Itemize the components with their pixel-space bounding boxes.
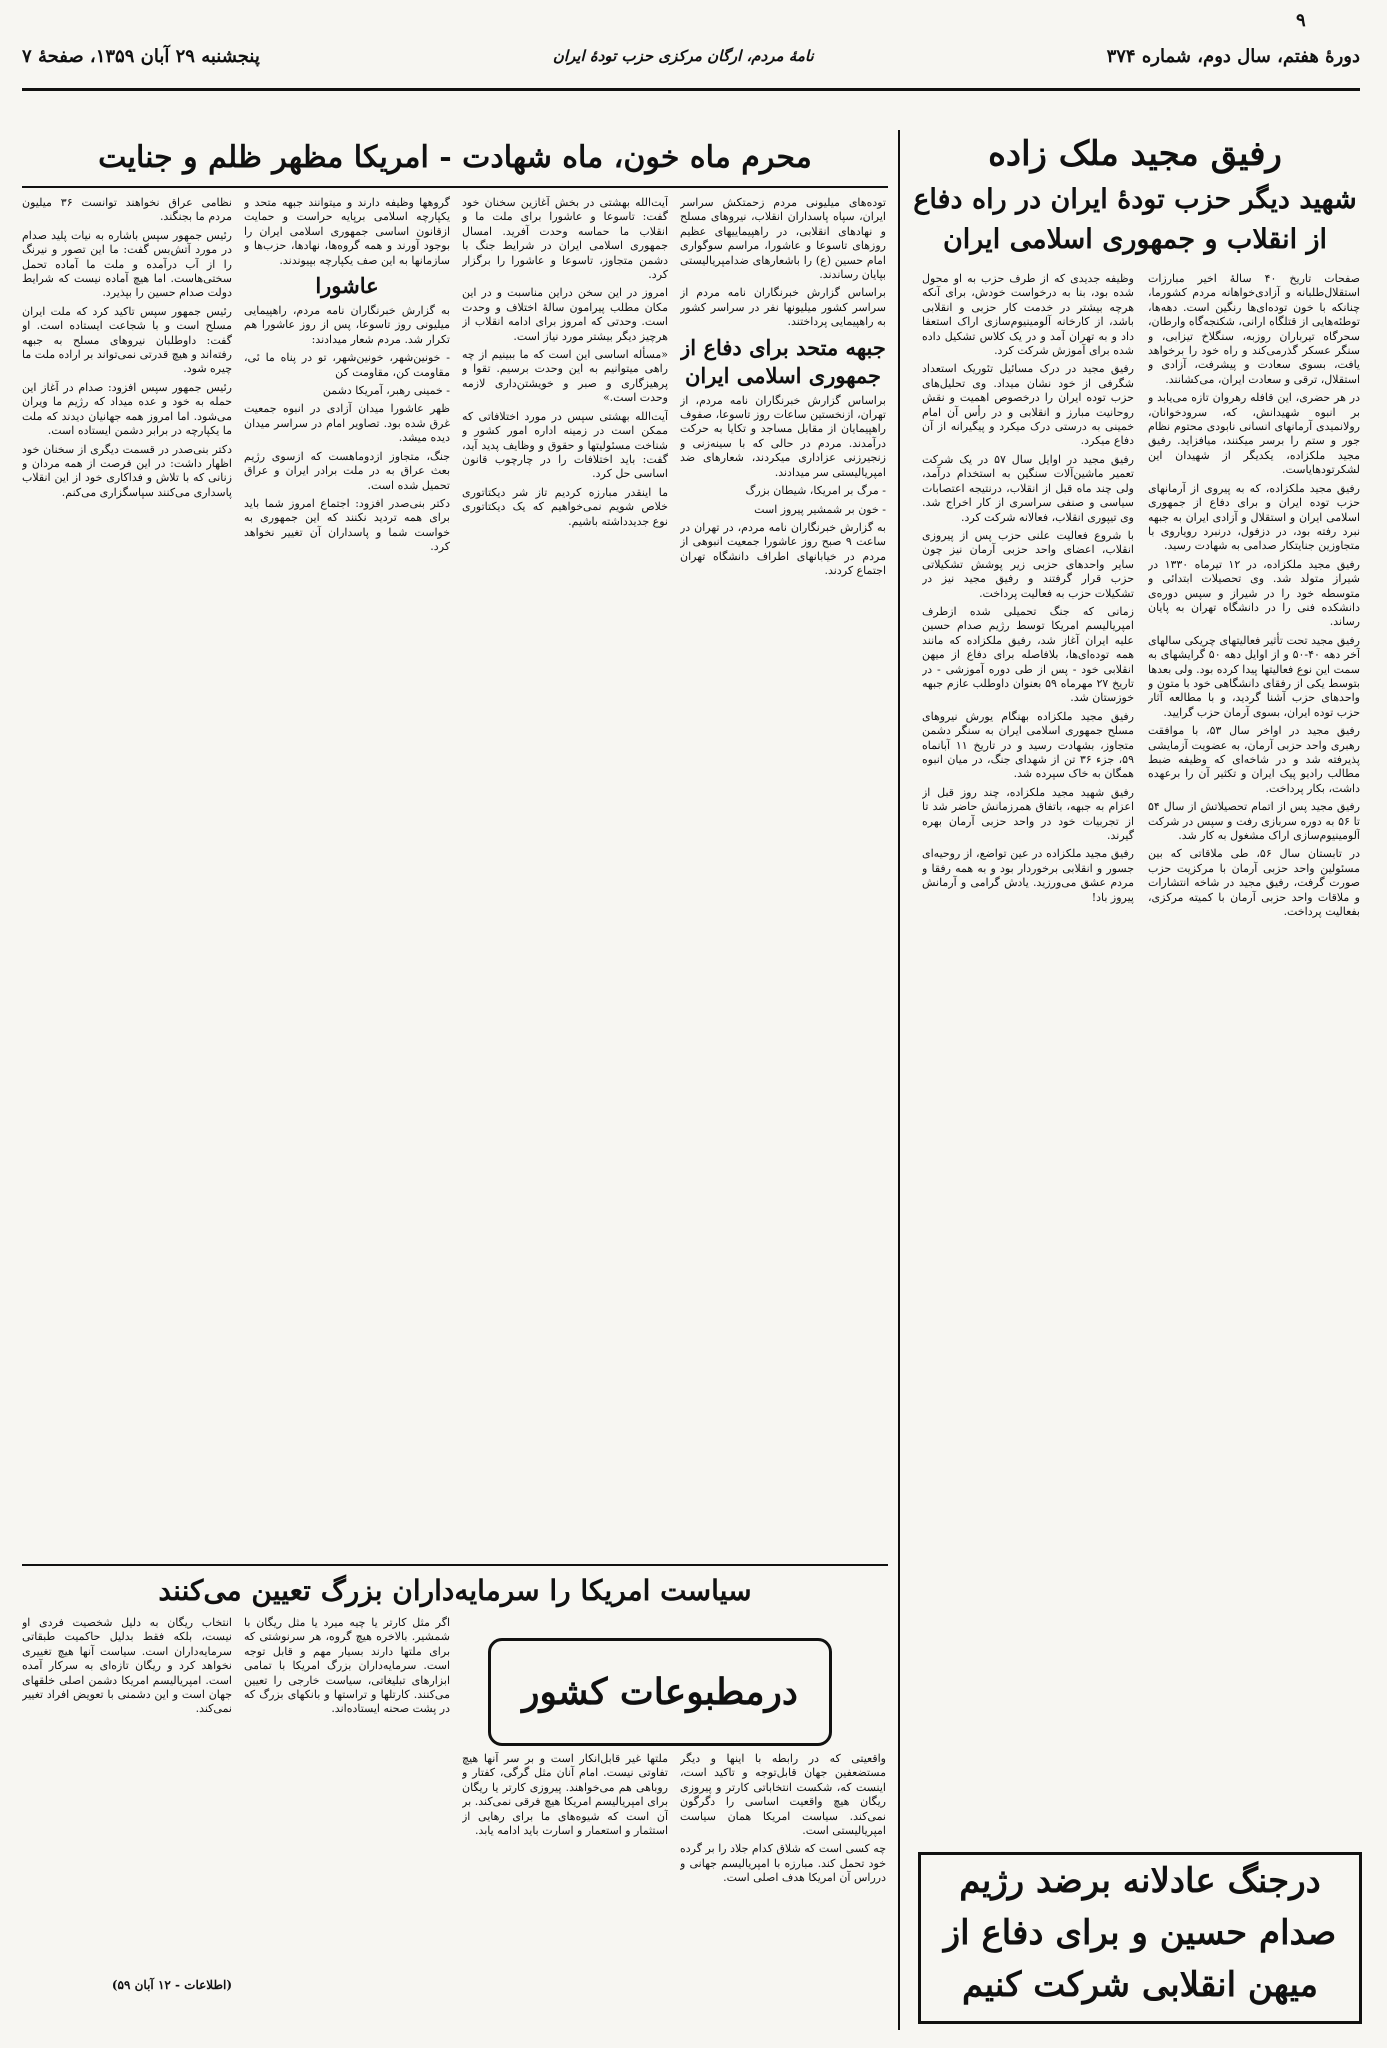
top-headline: محرم ماه خون، ماه شهادت - امریکا مظهر ظلم و جنایت (98, 140, 812, 175)
press-box: درمطبوعات کشور (488, 1638, 832, 1746)
paragraph: به گزارش خبرنگاران نامه مردم، در تهران در ساعت ۹ صبح روز عاشورا جمعیت انبوهی از مردم در خیابانهای اطراف دانشگاه تهران اجتماع کردند. (680, 520, 886, 578)
paragraph: واقعیتی که در رابطه با اینها و دیگر مستضعفین جهان قابل‌توجه و تاکید است، اینست که، شکست انتخاباتی کارتر و پیروزی ریگان هیچ واقعیت اساسی را دگرگون نمی‌کند. سیاست امریکا همان سیاست امپریالیستی است. (680, 1752, 886, 1838)
paragraph: آیت‌الله بهشتی سپس در مورد اختلافاتی که ممکن است در زمینه اداره امور کشور و شناخت مسئولیتها و حقوق و وظایف پدید آید، گفت: باید اختلافات را در چارچوب قانون اساسی حل کرد. (462, 409, 668, 481)
paragraph: در تابستان سال ۵۶، طی ملاقاتی که بین مسئولین واحد حزبی آرمان با مرکزیت حزب صورت گرفت، رفیق مجید در شاخه انتشارات و ملاقات واحد حزبی آرمان با کمیته مرکزی، بفعالیت پرداخت. (1148, 847, 1360, 919)
top-article-col-b (462, 196, 668, 1576)
paragraph: توده‌های میلیونی مردم زحمتکش سراسر ایران، سپاه پاسداران انقلاب، نیروهای مسلح و نهادهای انقلابی، در راهپیماییهای عظیم روزهای تاسوعا و عاشورا، مراسم سوگواری امام حسین (ع) را باشعارهای ضدامپریالیستی بپایان رساندند. (680, 196, 886, 282)
paragraph: امروز در این سخن دراین مناسبت و در این مکان مطلب پیرامون سالهٔ اختلاف و وحدت است. وحدتی که امروز برای ادامه انقلاب از هرچیز دیگر بیشتر مورد نیاز است. (462, 286, 668, 343)
masthead-rule (22, 88, 1360, 91)
paragraph: - خمینی رهبر، آمریکا دشمن (322, 384, 450, 398)
slogan-box (918, 1852, 1362, 2024)
bottom-col-3 (244, 1616, 450, 2002)
paragraph: رئیس جمهور سپس باشاره به نیات پلید صدام در مورد آتش‌بس گفت: ما این تصور و نیرنگ را از آب درآمده و ملت ما آماده تحمل سختی‌هاست. اما هیچ آماده نیست که شرایط دولت صدام حسین را بپذیرد. (22, 228, 232, 300)
paragraph: دکتر بنی‌صدر افزود: اجتماع امروز شما باید برای همه تردید نکنند که این جمهوری به خواست شما و پاسداران آن تغییر نخواهد کرد. (244, 496, 450, 554)
paragraph: اگر مثل کارتر یا چیه میرد یا مثل ریگان با شمشیر. بالاخره هیچ گروه، هر سرنوشتی که برای ملتها دارند بسیار مهم و قابل توجه است. سرمایه‌داران بزرگ امریکا با تمامی ابزارهای تبلیغاتی، سیاست خارجی را تعیین می‌کنند. کارتلها و تراستها و بانکهای بزرگ که در پشت صحنه ایستاده‌اند. (244, 1616, 450, 1716)
paragraph: وظیفه جدیدی که از طرف حزب به او محول شده بود، بنا به درخواست خودش، برای آنکه هرچه بیشتر در خدمت کار حزبی و انقلابی باشد، از کارخانه آلومینیوم‌سازی اراک استعفا داد و به تهران آمد و در یک کلاس تشکیل داده شده برای آموزش شرکت کرد. (922, 272, 1134, 358)
column-divider (898, 130, 900, 2030)
paragraph: رفیق شهید مجید ملکزاده، چند روز قبل از اعزام به جبهه، باتفاق همرزمانش حاضر شد تا از تجربیات خود در واحد حزبی آرمان بهره گیرند. (922, 785, 1134, 843)
paragraph: رفیق مجید تحت تأثیر فعالیتهای چریکی سالهای آخر دهه ۴۰-۵۰ و از اوایل دهه ۵۰ گرایشهای به سمت این نوع فعالیتها پیدا کرده بود. ولی بعدها بتوسط یکی از رفقای دانشگاهی خود با متون و واحدهای حزب آشنا گردید، و با مطالعه آثار حزب توده ایران، بسوی آرمان حزب گرایید. (1148, 633, 1360, 719)
paragraph: با شروع فعالیت علنی حزب پس از پیروزی انقلاب، اعضای واحد حزبی آرمان نیز چون سایر واحدهای حزبی زیر پوشش تشکیلاتی حزب قرار گرفتند و رفیق مجید نیز در تشکیلات حزب به فعالیت پرداخت. (922, 528, 1134, 600)
paragraph: به گزارش خبرنگاران نامه مردم، راهپیمایی میلیونی روز تاسوعا، پس از روز عاشورا هم تکرار شد. مردم شعار میدادند: (244, 304, 450, 346)
paragraph: رفیق مجید ملکزاده، در ۱۲ تیرماه ۱۳۳۰ در شیراز متولد شد. وی تحصیلات ابتدائی و متوسطه خود را در شیراز و سپس دوره‌ی دانشکده فنی را در دانشگاه تهران به پایان رساند. (1148, 557, 1360, 629)
right-col-1-body (1148, 272, 1360, 919)
paragraph: - خون بر شمشیر پیروز است (754, 502, 886, 516)
paragraph: «مسأله اساسی این است که ما ببینیم از چه راهی میتوانیم به این وحدت برسیم. تقوا و پرهیزگاری و صبر و خویشتن‌داری لازمه وحدت است.» (462, 348, 668, 405)
date-info: پنجشنبه ۲۹ آبان ۱۳۵۹، صفحهٔ ۷ (22, 45, 260, 67)
right-headline-1: رفیق مجید ملک زاده (988, 134, 1282, 174)
paragraph: رفیق مجید در اوایل سال ۵۷ در یک شرکت تعمیر ماشین‌آلات سنگین به استخدام درآمد، ولی چند ماه قبل از انقلاب، درنتیجه اعتصابات سیاسی و صنفی سراسری از کار اخراج شد. وی تیپوری انقلاب، فعالانه شرکت کرد. (922, 452, 1134, 524)
top-headline-rule (22, 186, 888, 188)
right-article-col-2 (922, 272, 1134, 1844)
paragraph: صفحات تاریخ ۴۰ سالهٔ اخیر مبارزات استقلال‌طلبانه و آزادی‌خواهانه مردم کشورما، چنانکه با خون توده‌ای‌ها رنگین است. دهه‌ها، توطئه‌هایی از قتلگاه ارانی، شکنجه‌گاه وارطان، سحرگاه تیرباران روزبه، سنگلاخ تیزابی، و سنگر عسکر گذرمی‌کند و راه خود را برخواهد یافت، بسوی سعادت و پیشرفت، آزادی و استقلال، ترقی و سعادت ایران، می‌کشانند. (1148, 272, 1360, 386)
slogan-line-3: میهن انقلابی شرکت کنیم (962, 1965, 1318, 2005)
bottom-col-2 (462, 1752, 668, 2002)
right-headline-2: شهید دیگر حزب تودهٔ ایران در راه دفاع (913, 184, 1357, 215)
paragraph: براساس گزارش خبرنگاران نامه مردم از سراسر کشور میلیونها نفر در سراسر کشور به راهپیمایی پرداختند. (680, 286, 886, 329)
paragraph: رئیس جمهور سپس تاکید کرد که ملت ایران مسلح است و با شجاعت ایستاده است. او گفت: داوطلبان نیروهای مسلح به جبهه رفته‌اند و هیچ قدرتی نمی‌تواند بر اراده ملت ما چیره شود. (22, 304, 232, 376)
top-article-col-a (680, 196, 886, 1576)
slogan-line-1: درجنگ عادلانه برضد رژیم (959, 1861, 1321, 1901)
paragraph: ظهر عاشورا میدان آزادی در انبوه جمعیت غرق شده بود. تصاویر امام در سراسر میدان دیده میشد. (244, 402, 450, 445)
right-article-col-1 (1148, 272, 1360, 1844)
bottom-col-4 (22, 1616, 232, 1966)
paragraph: گروهها وظیفه دارند و میتوانند جبهه متحد و یکپارچه اسلامی برپایه حراست و حمایت ازقانون اساسی جمهوری اسلامی ایران را بوجود آورند و همه گروه‌ها، نهادها، حزب‌ها و سازمانها به این صف یکپارچه بپیوندند. (244, 196, 450, 267)
bottom-col-1 (680, 1752, 886, 2002)
paragraph: رفیق مجید ملکزاده در عین تواضع، از روحیه‌ای جسور و انقلابی برخوردار بود و به همه رفقا و مردم عشق می‌ورزید. یادش گرامی و آرمانش پیروز باد! (922, 847, 1134, 904)
paper-title: نامهٔ مردم، ارگان مرکزی حزب تودهٔ ایران (552, 47, 814, 65)
paragraph: زمانی که جنگ تحمیلی شده ازطرف امپریالیسم امریکا توسط رژیم صدام حسین علیه ایران آغاز شد، رفیق ملکزاده که مانند همه توده‌ای‌ها، بلافاصله برای دفاع از میهن انقلابی خود - پس از طی دوره آموزشی - در تاریخ ۲۷ مهرماه ۵۹ بعنوان داوطلب عازم جبهه خوزستان شد. (922, 604, 1134, 705)
paragraph: رئیس جمهور سپس افزود: صدام در آغاز این حمله به خود و عده میداد که رژیم ما ویران می‌شود. اما امروز همه جهانیان دیدند که ملت ما یکپارچه در برابر دشمن ایستاده است. (22, 380, 232, 438)
bottom-headline: سیاست امریکا را سرمایه‌داران بزرگ تعیین می‌کنند (158, 1574, 752, 1607)
paragraph: انتخاب ریگان به دلیل شخصیت فردی او نیست، بلکه فقط بدلیل حاکمیت طبقاتی سرمایه‌داران است. سیاست آنها هیچ تغییری نخواهد کرد و ریگان تازه‌ای به سرکار آمده است. امپریالیسم امریکا دشمن اصلی خلقهای جهان است و این دشمنی با تعویض افراد تغییر نمی‌کند. (22, 1616, 232, 1716)
issue-info: دورهٔ هفتم، سال دوم، شماره ۳۷۴ (1106, 45, 1360, 67)
paragraph: - مرگ بر امریکا، شیطان بزرگ (745, 484, 886, 498)
right-col-2-body (922, 272, 1134, 905)
paragraph: ملتها غیر قابل‌انکار است و بر سر آنها هیچ تفاوتی نیست. امام آنان مثل گرگی، کفتار و روباهی هم می‌خواهند. پیروزی کارتر یا ریگان برای امپریالیسم امریکا هیچ فرقی نمی‌کند. بر آن است که شیوه‌های ما برای رهایی از استثمار و استعمار و اسارت باید ادامه یابد. (462, 1752, 668, 1838)
paragraph: جنگ، متجاوز ازدوماهست که ازسوی رژیم بعث عراق به در ملت برادر ایران و عراق تحمیل شده است. (244, 449, 450, 492)
paragraph: در هر حضری، این قافله رهروان تازه می‌یابد و بر انبوه شهیدانش، که، سرودخوانان، رولانمیدی آرمانهای انسانی نابودی محتوم نظام جور و ستم را برسر میکنند، میافزاید. رفیق مجید ملکزاده، یکدیگر از شهیدان این لشکرتودهایاست. (1148, 391, 1360, 477)
paragraph: ما اینقدر مبارزه کردیم تاز شر دیکتاتوری خلاص شویم نمی‌خواهیم که یک دیکتاتوری نوع جدیدداشته باشیم. (462, 485, 668, 528)
bottom-article-rule (22, 1564, 888, 1566)
source-note: (اطلاعات - ۱۲ آبان ۵۹) (111, 1978, 232, 1992)
paragraph: رفیق مجید پس از اتمام تحصیلاتش از سال ۵۴ تا ۵۶ به دوره سربازی رفت و سپس در شرکت آلومینیوم‌سازی اراک مشغول به کار شد. (1148, 800, 1360, 843)
paragraph: دکتر بنی‌صدر در قسمت دیگری از سخنان خود اظهار داشت: در این فرصت از همه مردان و زنانی که با تلاش و فداکاری خود از این انقلاب پاسداری می‌کنند سپاسگزاری می‌کنم. (22, 442, 232, 499)
paragraph: رفیق مجید ملکزاده بهنگام یورش نیروهای مسلح جمهوری اسلامی ایران به سنگر دشمن متجاوز، بشهادت رسید و در تاریخ ۱۱ آبانماه ۵۹، جزء ۳۶ تن از شهدای جنگ، در میان انبوه همگان به خاک سپرده شد. (922, 709, 1134, 781)
masthead (22, 30, 1360, 82)
page-number: ۹ (1296, 10, 1306, 31)
slogan-line-2: صدام حسین و برای دفاع از (943, 1913, 1337, 1953)
paragraph: چه کسی است که شلاق کدام جلاد را بر گرده خود تحمل کند. مبارزه با امپریالیسم جهانی و درراس آن امریکا هدف اصلی است. (680, 1842, 886, 1885)
paragraph: براساس گزارش خبرنگاران نامه مردم، از تهران، ازنخستین ساعات روز تاسوعا، صفوف راهپیمایان از مقابل مساجد و تکایا به حرکت درآمدند. مردم در حالی که با سینه‌زنی و زنجیرزنی عزاداری میکردند، شعارهای ضد امپریالیستی سر میدادند. (680, 393, 886, 479)
paragraph: رفیق مجید ملکزاده، که به پیروی از آرمانهای حزب توده ایران و برای دفاع از جمهوری اسلامی ایران و استقلال و آزادی ایران به جبهه نبرد رفته بود، در دزفول، درنبرد رویاروی با متجاوزین جنایتکار صدامی به شهادت رسید. (1148, 481, 1360, 553)
top-article-col-c (244, 196, 450, 1576)
right-headline-3: از انقلاب و جمهوری اسلامی ایران (942, 224, 1328, 255)
paragraph: جبهه متحد برای دفاع از جمهوری اسلامی ایران (680, 334, 886, 388)
top-article-col-d (22, 196, 232, 1576)
paragraph: رفیق مجید در اواخر سال ۵۳، با موافقت رهبری واحد حزبی آرمان، به عضویت آزمایشی پذیرفته شد و در شاخه‌ای که وظیفه ضبط مطالب رادیو پیک ایران و تکثیر آن را برعهده داشت، بکار پرداخت. (1148, 724, 1360, 795)
paragraph: نظامی عراق نخواهند توانست ۳۶ میلیون مردم ما بجنگند. (22, 196, 232, 224)
paragraph: - خونین‌شهر، خونین‌شهر، تو در پناه ما ئی، مقاومت کن، مقاومت کن (244, 351, 450, 379)
paragraph: آیت‌الله بهشتی در بخش آغازین سخنان خود گفت: تاسوعا و عاشورا برای ملت ما و انقلاب ما حماسه وحدت آفرید. امسال جمهوری اسلامی ایران در شرایط جنگ با دشمن متجاوز، تاسوعا و عاشورا را برگزار کرد. (462, 196, 668, 282)
paragraph: رفیق مجید در درک مسائیل تئوریک استعداد شگرفی از خود نشان میداد. وی تحلیل‌های حزب توده ایران را درخصوص اهمیت و نقش روحانیت مبارز و انقلابی و در رأس آن امام خمینی به درستی درک میکرد و پیگیرانه از آن دفاع میکرد. (922, 362, 1134, 448)
paragraph: عاشورا (315, 273, 379, 299)
